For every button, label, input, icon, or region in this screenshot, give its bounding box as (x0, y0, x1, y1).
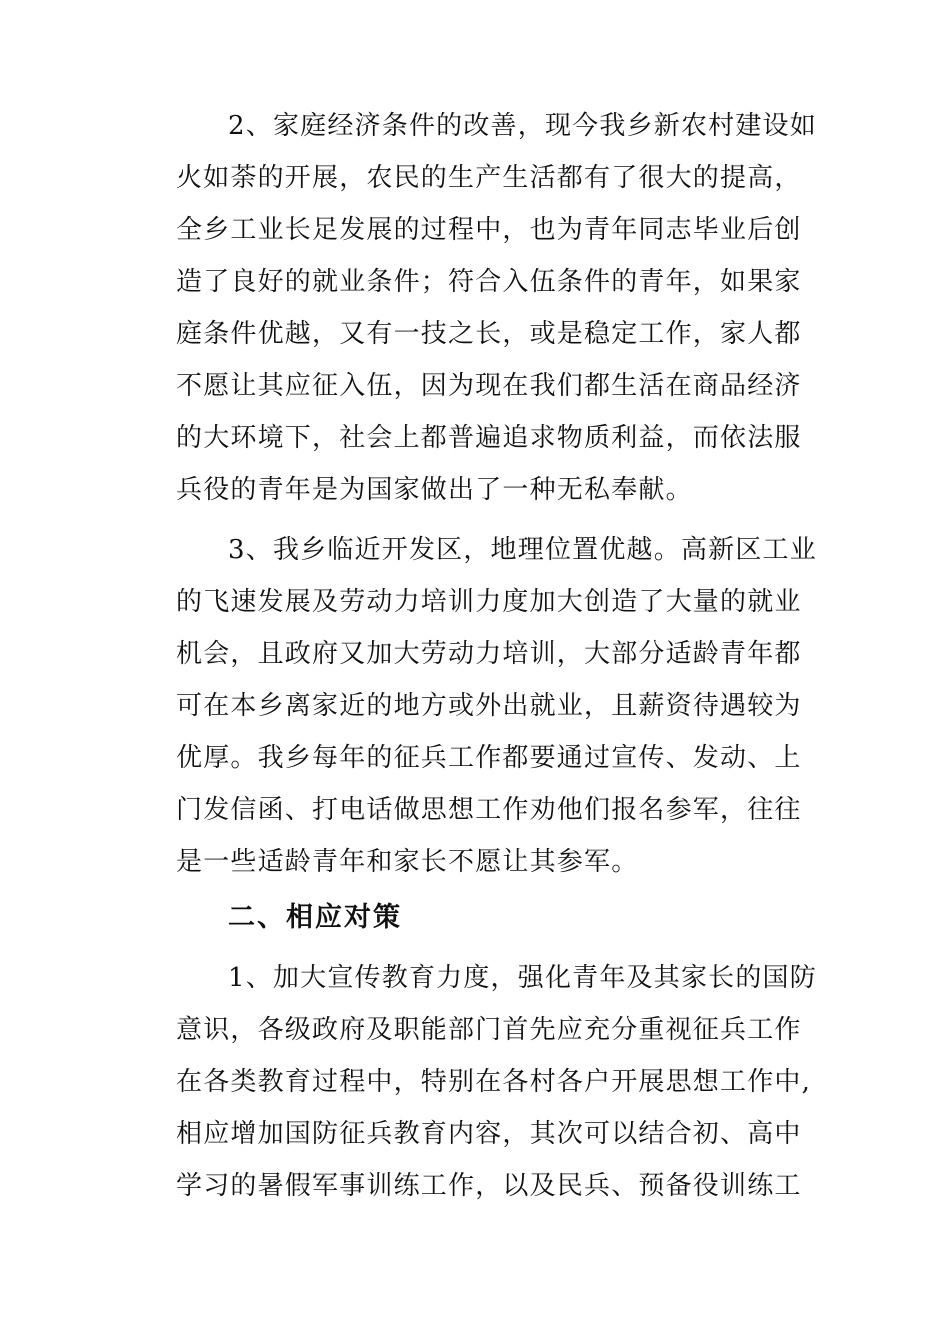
paragraph-2-line-4: 造了良好的就业条件；符合入伍条件的青年，如果家 (176, 267, 802, 297)
measure-1-line-5: 学习的暑假军事训练工作，以及民兵、预备役训练工 (176, 1171, 802, 1201)
paragraph-2-line-7: 的大环境下，社会上都普遍追求物质利益，而依法服 (176, 423, 802, 453)
paragraph-2-line-2: 火如荼的开展，农民的生产生活都有了很大的提高， (176, 163, 802, 193)
paragraph-3-line-7: 是一些适龄青年和家长不愿让其参军。 (176, 847, 639, 877)
paragraph-2-line-1: 2、家庭经济条件的改善，现今我乡新农村建设如 (228, 111, 817, 141)
measure-1-line-3: 在各类教育过程中，特别在各村各户开展思想工作中, (176, 1067, 812, 1097)
paragraph-3-line-4: 可在本乡离家近的地方或外出就业，且薪资待遇较为 (176, 691, 802, 721)
paragraph-2-line-5: 庭条件优越，又有一技之长，或是稳定工作，家人都 (176, 319, 802, 349)
paragraph-3-line-1: 3、我乡临近开发区，地理位置优越。高新区工业 (228, 535, 817, 565)
paragraph-2-line-6: 不愿让其应征入伍，因为现在我们都生活在商品经济 (176, 371, 802, 401)
paragraph-3-line-3: 机会，且政府又加大劳动力培训，大部分适龄青年都 (176, 639, 802, 669)
paragraph-3-line-5: 优厚。我乡每年的征兵工作都要通过宣传、发动、上 (176, 743, 802, 773)
paragraph-3-line-2: 的飞速发展及劳动力培训力度加大创造了大量的就业 (176, 587, 802, 617)
section-heading: 二、相应对策 (228, 902, 402, 933)
paragraph-2-line-3: 全乡工业长足发展的过程中，也为青年同志毕业后创 (176, 215, 802, 245)
measure-1-line-4: 相应增加国防征兵教育内容，其次可以结合初、高中 (176, 1119, 802, 1149)
measure-1-line-2: 意识，各级政府及职能部门首先应充分重视征兵工作 (176, 1015, 802, 1045)
paragraph-2-line-8: 兵役的青年是为国家做出了一种无私奉献。 (176, 475, 693, 505)
paragraph-3-line-6: 门发信函、打电话做思想工作劝他们报名参军，往往 (176, 795, 802, 825)
measure-1-line-1: 1、加大宣传教育力度，强化青年及其家长的国防 (228, 963, 817, 993)
